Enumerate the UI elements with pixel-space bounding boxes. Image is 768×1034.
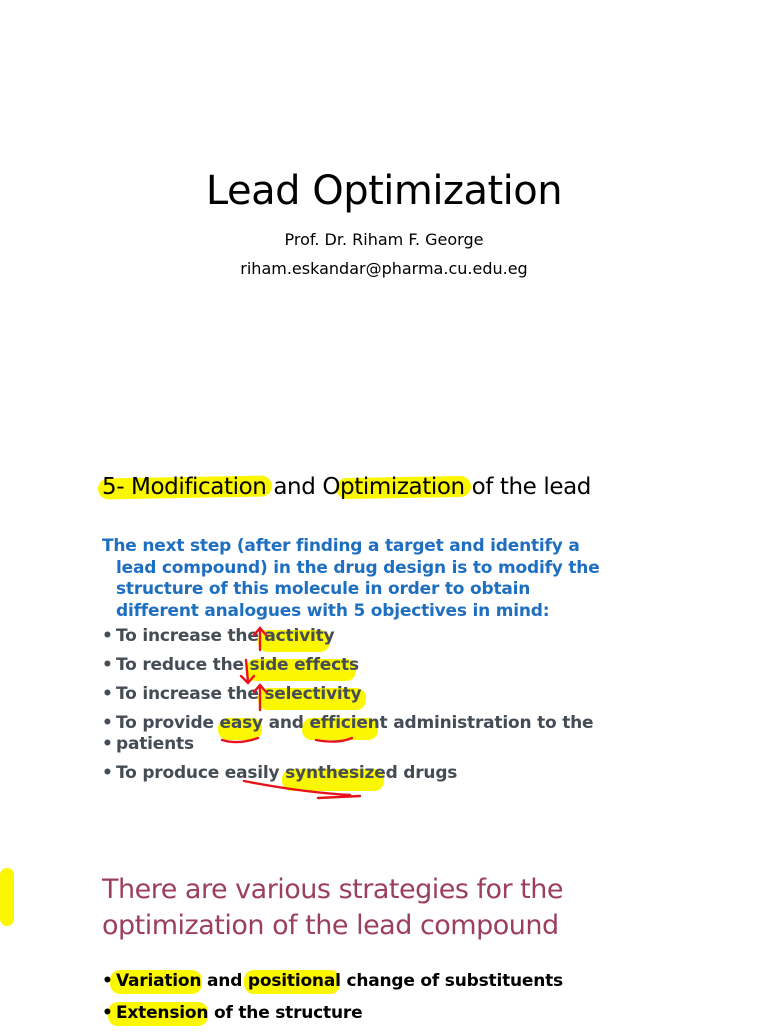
strategies-slide	[0, 840, 768, 1024]
strategies-list	[102, 970, 563, 1034]
list-item: • Extension of the structure	[102, 1002, 563, 1024]
underline-stroke	[222, 738, 258, 742]
heading-highlight-modification: 5- Modification	[102, 474, 267, 500]
list-item: • Variation and positional change of substituents	[102, 970, 563, 992]
intro-line: The next step (after finding a target and identify a	[102, 536, 580, 556]
author-name: Prof. Dr. Riham F. George	[284, 230, 484, 249]
author-email: riham.eskandar@pharma.cu.edu.eg	[240, 259, 528, 278]
heading-line: optimization of the lead compound	[102, 910, 559, 941]
underline-stroke	[316, 738, 352, 742]
list-item-continuation: • patients	[102, 734, 622, 755]
list-item: • To increase the selectivity	[102, 684, 622, 705]
up-arrow-icon	[254, 628, 266, 650]
list-item: • To provide easy and efficient administration to the	[102, 713, 622, 734]
intro-line: structure of this molecule in order to obtain	[116, 579, 531, 599]
pen-annotations	[0, 420, 768, 840]
heading-text: and O	[266, 474, 341, 500]
title-slide	[0, 0, 768, 420]
intro-line: lead compound) in the drug design is to modify the	[116, 557, 600, 578]
heading-line: There are various strategies for the	[102, 874, 563, 905]
slide-title: Lead Optimization	[205, 168, 563, 214]
intro-line: different analogues with 5 objectives in mind:	[116, 600, 550, 621]
up-arrow-icon	[254, 685, 266, 710]
list-item: • To produce easily synthesized drugs	[102, 763, 622, 784]
list-item: • To reduce the side effects	[102, 655, 622, 676]
down-arrow-icon	[241, 660, 254, 683]
list-item: • To increase the activity	[102, 626, 622, 647]
slide-heading	[102, 872, 662, 944]
highlight-mark	[0, 868, 14, 926]
modification-slide	[0, 420, 768, 840]
underline-stroke	[244, 781, 360, 798]
heading-highlight-optimization: ptimization	[340, 474, 465, 500]
heading-text: of the lead	[464, 474, 591, 500]
